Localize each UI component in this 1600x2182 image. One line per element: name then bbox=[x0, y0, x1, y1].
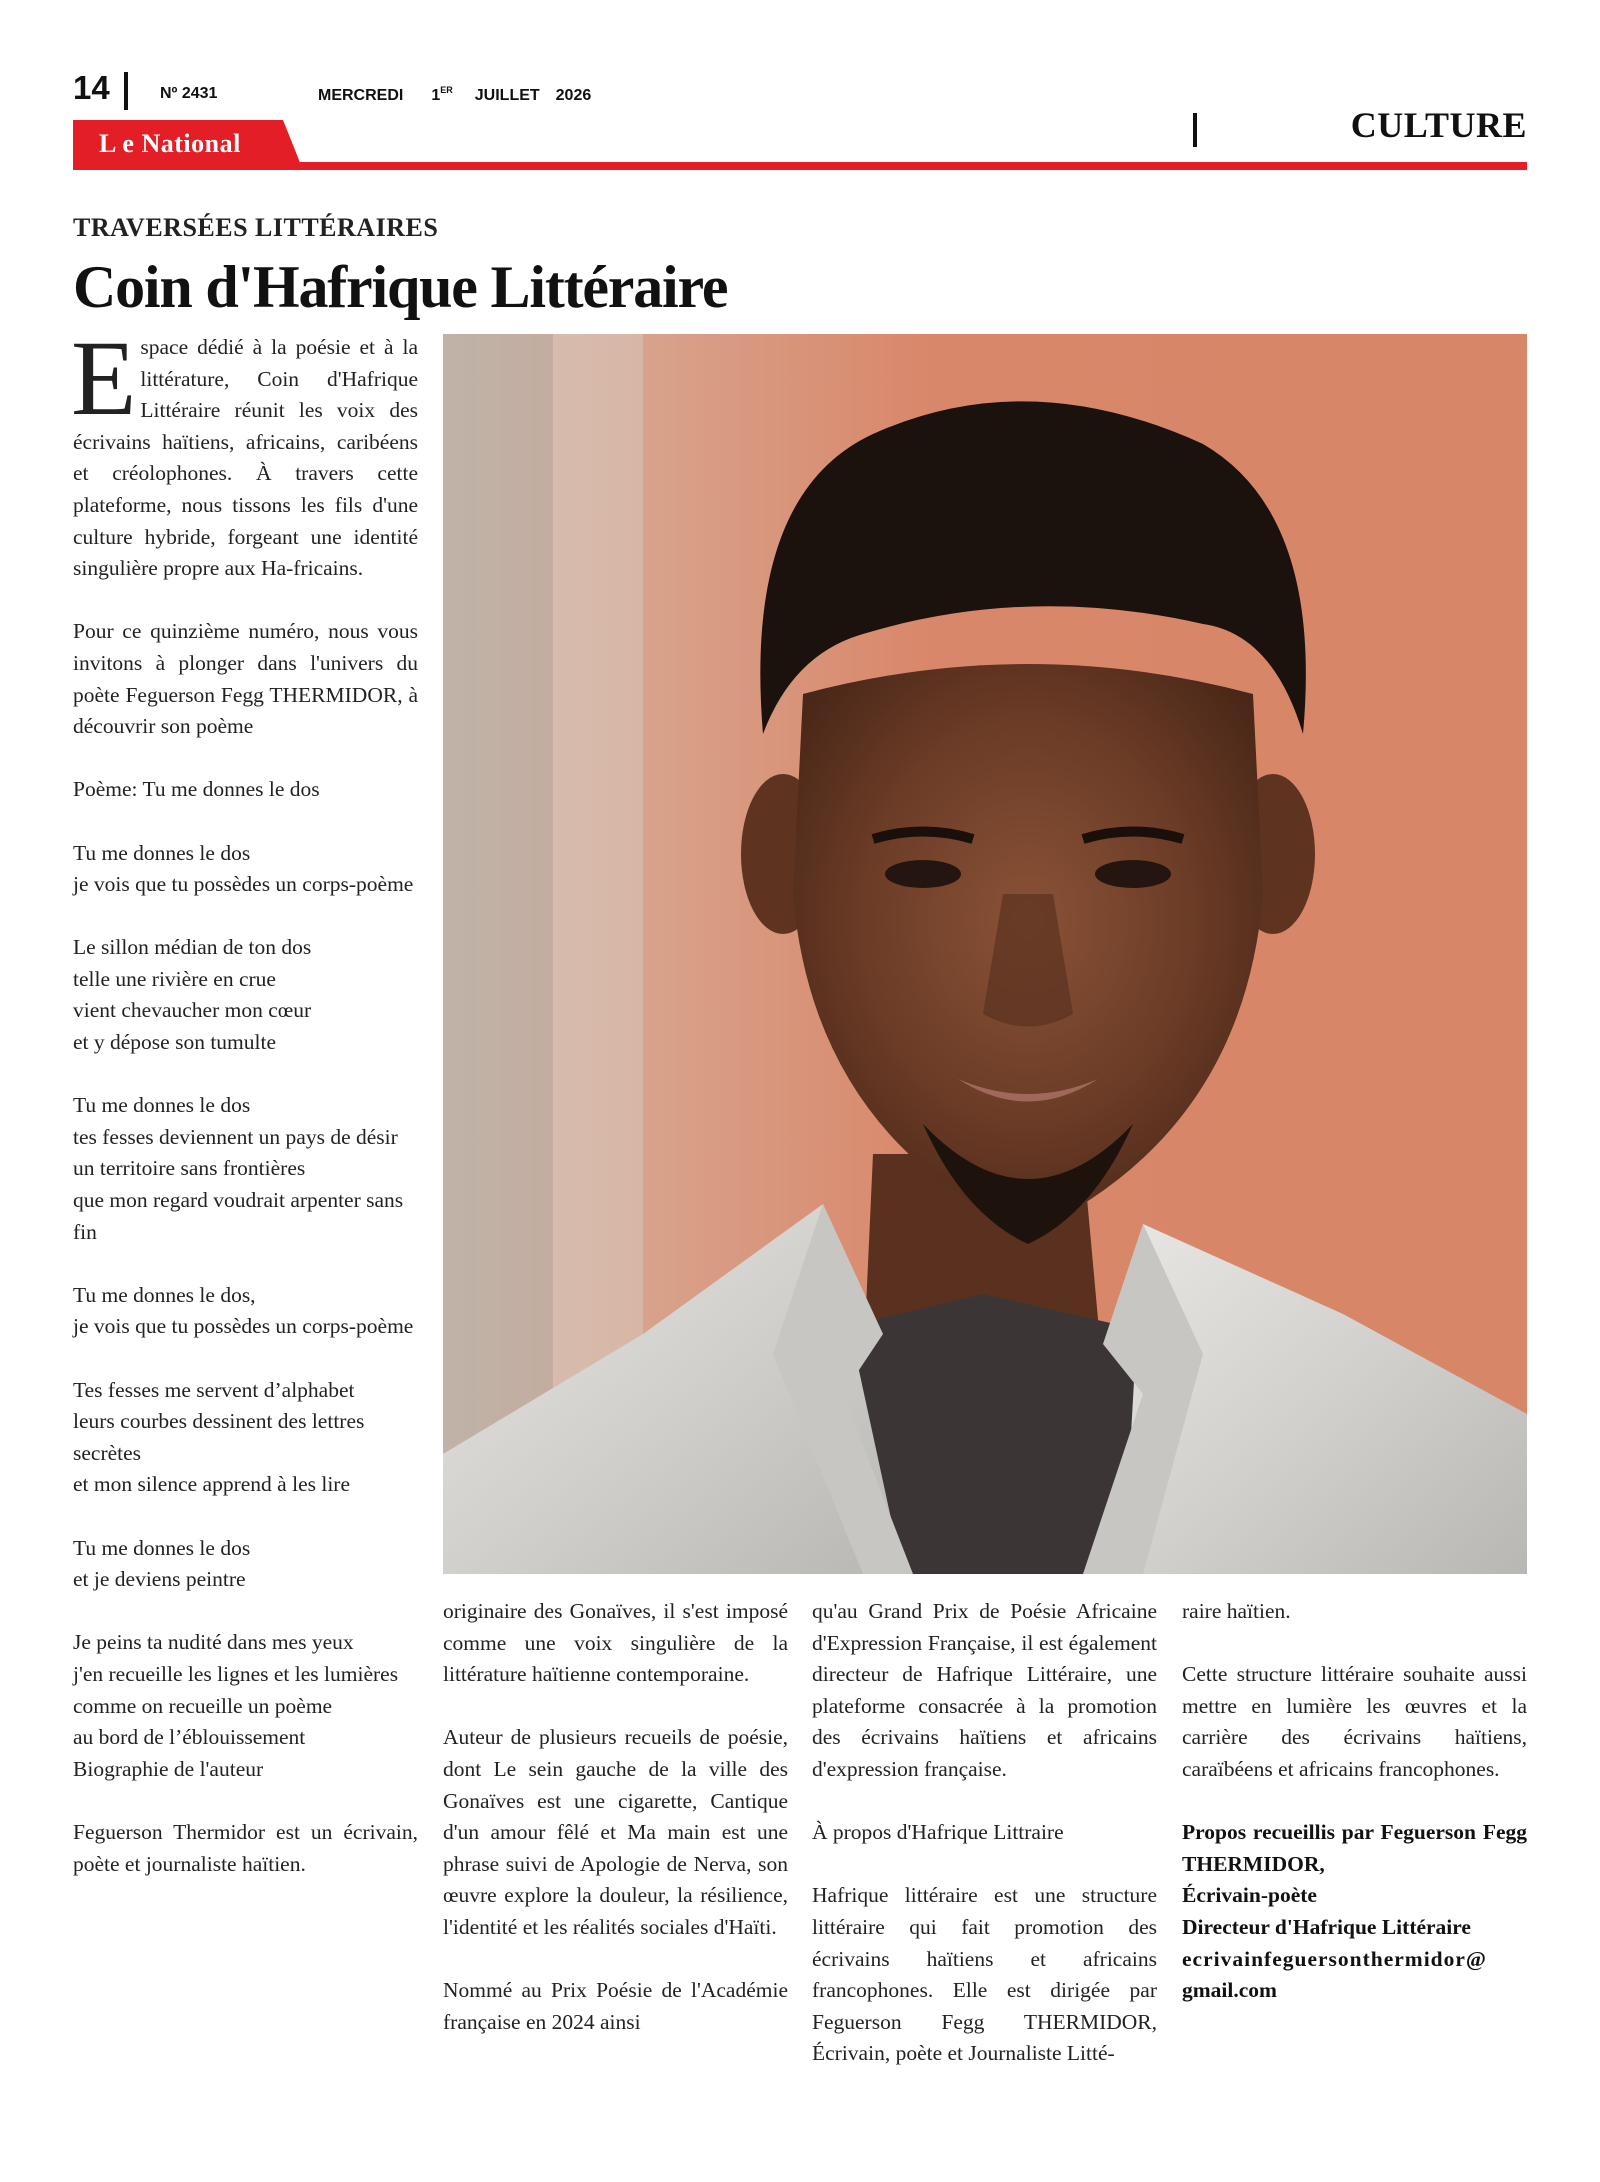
article-column-left bbox=[71, 320, 418, 1880]
about-heading: À propos d'Hafrique Littraire bbox=[812, 1820, 1064, 1845]
credit-line-3: Directeur d'Hafrique Littéraire bbox=[1182, 1914, 1471, 1939]
credit-line-2: Écrivain-poète bbox=[1182, 1883, 1317, 1908]
credit-email-line-1[interactable]: ecrivainfeguersonthermidor@ bbox=[1182, 1946, 1487, 1971]
poem-stanza bbox=[73, 1533, 418, 1596]
poem-stanza bbox=[73, 1090, 418, 1248]
article-column-2 bbox=[443, 1596, 788, 2038]
poem-line: et je deviens peintre bbox=[73, 1567, 246, 1592]
poem-line: Tes fesses me servent d’alphabet bbox=[73, 1377, 355, 1402]
header-rule bbox=[73, 162, 1527, 170]
credit-email-line-2[interactable]: gmail.com bbox=[1182, 1978, 1277, 2003]
poem-line: Tu me donnes le dos bbox=[73, 1535, 251, 1560]
article-title: Coin d'Hafrique Littéraire bbox=[73, 254, 728, 320]
poem-line: je vois que tu possèdes un corps-poème bbox=[73, 872, 414, 897]
poem-line: vient chevaucher mon cœur bbox=[73, 998, 312, 1023]
date-day: MERCREDI bbox=[318, 87, 404, 104]
poem-stanza bbox=[73, 838, 418, 901]
poem-line: tes fesses deviennent un pays de désir bbox=[73, 1124, 398, 1149]
credit-line-1: Propos recueillis par Feguerson Fegg THERMIDOR, bbox=[1182, 1820, 1527, 1876]
poem-stanza bbox=[73, 1280, 418, 1343]
bio-awards-paragraph-continued: qu'au Grand Prix de Poésie Africaine d'Expression Française, il est également directeur de Hafrique Littéraire, une plateforme consacrée à la promotion des écrivains haïtiens et africains d'expression française. bbox=[812, 1599, 1157, 1781]
portrait-illustration bbox=[443, 334, 1527, 1574]
poem-line: que mon regard voudrait arpenter sans fin bbox=[73, 1188, 404, 1244]
poem-line: leurs courbes dessinent des lettres secrètes bbox=[73, 1409, 365, 1465]
section-divider bbox=[1193, 113, 1197, 147]
poem-stanza bbox=[73, 932, 418, 1058]
bio-works-paragraph: Auteur de plusieurs recueils de poésie, dont Le sein gauche de la ville des Gonaïves est une cigarette, Cantique d'un amour fêlé et Ma main est une phrase suivi de Apologie de Nerva, son œuvre explore la douleur, la résilience, l'identité et les réalités sociales d'Haïti. bbox=[443, 1725, 788, 1939]
author-credit bbox=[1182, 1817, 1527, 2007]
page-number: 14 bbox=[73, 69, 110, 106]
poem-line: au bord de l’éblouissement bbox=[73, 1725, 306, 1750]
poem-line: Tu me donnes le dos bbox=[73, 840, 251, 865]
about-mission-paragraph: Cette structure littéraire souhaite aussi mettre en lumière les œuvres et la carrière des écrivains haïtiens, caraïbéens et africains francophones. bbox=[1182, 1662, 1527, 1781]
poem-line: Je peins ta nudité dans mes yeux bbox=[73, 1630, 354, 1655]
bio-paragraph-start: Feguerson Thermidor est un écrivain, poète et journaliste haïtien. bbox=[73, 1819, 418, 1876]
date-year: 2026 bbox=[555, 87, 592, 104]
section-label: CULTURE bbox=[1350, 105, 1527, 145]
poem-line: telle une rivière en crue bbox=[73, 966, 276, 991]
poem-line: Tu me donnes le dos bbox=[73, 1093, 251, 1118]
invitation-paragraph: Pour ce quinzième numéro, nous vous invitons à plonger dans l'univers du poète Feguerson Fegg THERMIDOR, à découvrir son poème bbox=[73, 619, 418, 739]
bio-heading: Biographie de l'auteur bbox=[73, 1756, 264, 1781]
bio-paragraph-continued: originaire des Gonaïves, il s'est imposé comme une voix singulière de la littérature haïtienne contemporaine. bbox=[443, 1599, 788, 1687]
about-paragraph-continued: raire haïtien. bbox=[1182, 1599, 1291, 1623]
about-paragraph-start: Hafrique littéraire est une structure littéraire qui fait promotion des écrivains haïtiens et africains francophones. Elle est dirigée par Feguerson Fegg THERMIDOR, Écrivain, poète et Journaliste Litté- bbox=[812, 1883, 1157, 2066]
poem-line: un territoire sans frontières bbox=[73, 1156, 306, 1181]
article-kicker: TRAVERSÉES LITTÉRAIRES bbox=[73, 213, 439, 242]
article-column-4 bbox=[1182, 1596, 1527, 2007]
poem-title: Poème: Tu me donnes le dos bbox=[73, 777, 320, 802]
date-number: 1 bbox=[431, 87, 441, 104]
issue-date bbox=[318, 85, 591, 105]
poem-line: et mon silence apprend à les lire bbox=[73, 1472, 351, 1497]
drop-cap: E bbox=[71, 320, 137, 438]
poem-line: j'en recueille les lignes et les lumières bbox=[73, 1661, 399, 1686]
date-suffix: ER bbox=[440, 85, 453, 95]
poem-line: et y dépose son tumulte bbox=[73, 1030, 277, 1055]
poem-line: Le sillon médian de ton dos bbox=[73, 935, 312, 960]
poem bbox=[73, 838, 418, 1754]
poem-line: je vois que tu possèdes un corps-poème bbox=[73, 1314, 414, 1339]
header-divider bbox=[124, 72, 128, 110]
poem-line: Tu me donnes le dos, bbox=[73, 1282, 256, 1307]
poem-stanza bbox=[73, 1627, 418, 1753]
issue-number: Nº 2431 bbox=[160, 85, 218, 102]
poem-line: comme on recueille un poème bbox=[73, 1693, 333, 1718]
poem-stanza bbox=[73, 1375, 418, 1501]
article-column-3 bbox=[812, 1596, 1157, 2070]
bio-awards-paragraph-start: Nommé au Prix Poésie de l'Académie française en 2024 ainsi bbox=[443, 1978, 788, 2034]
intro-paragraph bbox=[71, 320, 418, 585]
author-portrait-photo bbox=[443, 334, 1527, 1574]
newspaper-logo-text: L e National bbox=[99, 129, 241, 158]
intro-text: space dédié à la poésie et à la littérature, Coin d'Hafrique Littéraire réunit les voix des écrivains haïtiens, africains, caribéens et créolophones. À travers cette plateforme, nous tissons les fils d'une culture hybride, forgeant une identité singulière propre aux Ha-fricains. bbox=[73, 335, 418, 581]
date-month: JUILLET bbox=[474, 87, 540, 104]
